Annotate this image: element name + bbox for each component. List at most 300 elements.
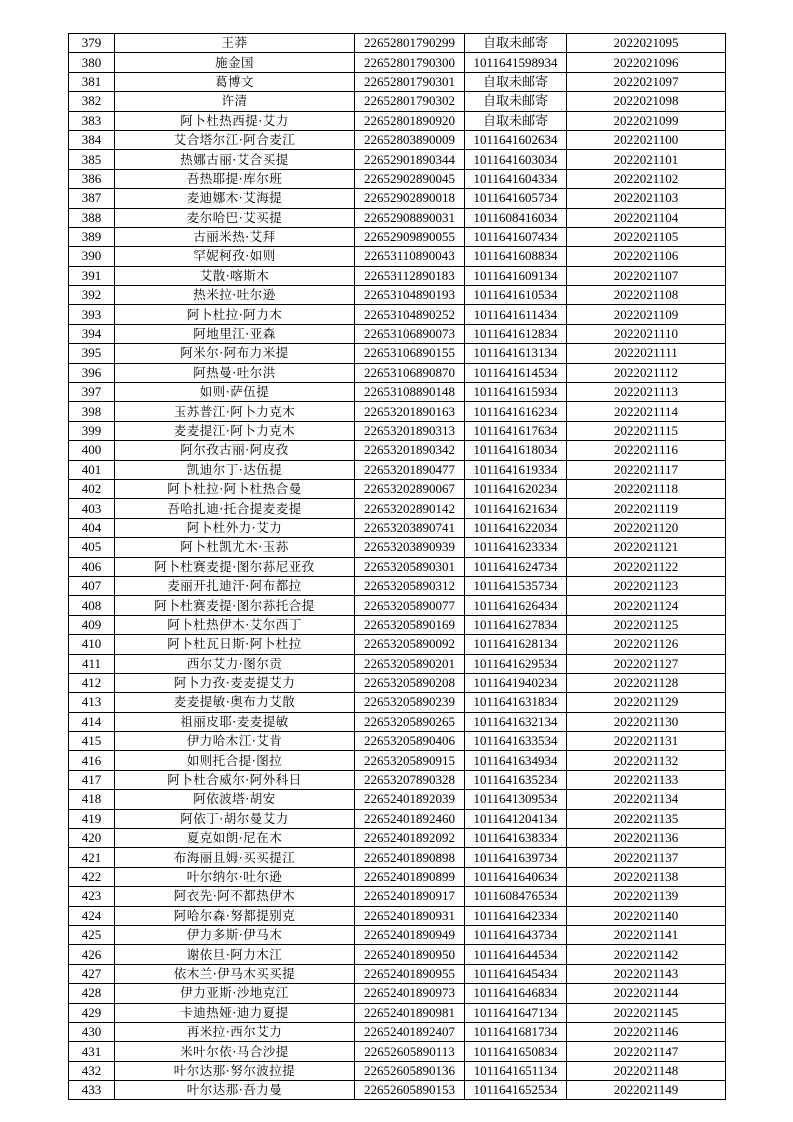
table-row	[69, 92, 726, 111]
row-number-cell: 379	[69, 34, 115, 53]
student-name-cell: 阿依波塔·胡安	[115, 790, 355, 809]
student-id-cell: 2022021128	[567, 673, 726, 692]
student-name-cell: 阿卜力孜·麦麦提艾力	[115, 673, 355, 692]
student-id-cell: 2022021126	[567, 635, 726, 654]
table-row	[69, 227, 726, 246]
student-name-cell: 阿卜杜热伊木·艾尔西丁	[115, 615, 355, 634]
student-name-cell: 如则·萨伍提	[115, 383, 355, 402]
student-name-cell: 阿卜杜拉·阿力木	[115, 305, 355, 324]
table-row	[69, 887, 726, 906]
student-name-cell: 伊力哈木江·艾肯	[115, 732, 355, 751]
table-row	[69, 770, 726, 789]
student-id-cell: 2022021100	[567, 130, 726, 149]
row-number-cell: 395	[69, 344, 115, 363]
student-id-cell: 2022021139	[567, 887, 726, 906]
tracking-number-cell: 1011641604334	[465, 169, 567, 188]
student-name-cell: 阿热曼·吐尔洪	[115, 363, 355, 382]
row-number-cell: 393	[69, 305, 115, 324]
student-name-cell: 阿依丁·胡尔曼艾力	[115, 809, 355, 828]
row-number-cell: 399	[69, 421, 115, 440]
table-row	[69, 1022, 726, 1041]
student-id-cell: 2022021096	[567, 53, 726, 72]
row-number-cell: 387	[69, 189, 115, 208]
student-name-cell: 西尔艾力·图尔贡	[115, 654, 355, 673]
student-name-cell: 伊力亚斯·沙地克江	[115, 984, 355, 1003]
student-id-cell: 2022021099	[567, 111, 726, 130]
student-id-cell: 2022021113	[567, 383, 726, 402]
exam-number-cell: 22653205890208	[355, 673, 465, 692]
row-number-cell: 398	[69, 402, 115, 421]
table-row	[69, 286, 726, 305]
table-row	[69, 732, 726, 751]
student-name-cell: 叶尔纳尔·吐尔逊	[115, 867, 355, 886]
row-number-cell: 430	[69, 1022, 115, 1041]
student-name-cell: 依木兰·伊马木买买提	[115, 964, 355, 983]
student-id-cell: 2022021142	[567, 945, 726, 964]
table-row	[69, 925, 726, 944]
student-name-cell: 祖丽皮耶·麦麦提敏	[115, 712, 355, 731]
roster-table	[68, 33, 726, 1100]
row-number-cell: 394	[69, 324, 115, 343]
student-id-cell: 2022021140	[567, 906, 726, 925]
exam-number-cell: 22652401892092	[355, 829, 465, 848]
student-name-cell: 卡迪热娅·迪力夏提	[115, 1003, 355, 1022]
exam-number-cell: 22653203890741	[355, 518, 465, 537]
exam-number-cell: 22652401890917	[355, 887, 465, 906]
student-name-cell: 玉苏普江·阿卜力克木	[115, 402, 355, 421]
row-number-cell: 419	[69, 809, 115, 828]
student-name-cell: 再米拉·西尔艾力	[115, 1022, 355, 1041]
table-row	[69, 53, 726, 72]
exam-number-cell: 22653207890328	[355, 770, 465, 789]
tracking-number-cell: 自取未邮寄	[465, 111, 567, 130]
student-name-cell: 热米拉·吐尔逊	[115, 286, 355, 305]
exam-number-cell: 22653205890312	[355, 576, 465, 595]
tracking-number-cell: 1011608416034	[465, 208, 567, 227]
row-number-cell: 417	[69, 770, 115, 789]
exam-number-cell: 22653110890043	[355, 247, 465, 266]
student-id-cell: 2022021102	[567, 169, 726, 188]
student-name-cell: 阿卜杜赛麦提·图尔荪尼亚孜	[115, 557, 355, 576]
row-number-cell: 380	[69, 53, 115, 72]
tracking-number-cell: 1011641611434	[465, 305, 567, 324]
exam-number-cell: 22653104890193	[355, 286, 465, 305]
row-number-cell: 392	[69, 286, 115, 305]
student-name-cell: 凯迪尔丁·达伍提	[115, 460, 355, 479]
row-number-cell: 390	[69, 247, 115, 266]
table-row	[69, 499, 726, 518]
row-number-cell: 402	[69, 479, 115, 498]
student-id-cell: 2022021097	[567, 72, 726, 91]
table-row	[69, 596, 726, 615]
student-name-cell: 阿哈尔森·努都提别克	[115, 906, 355, 925]
row-number-cell: 391	[69, 266, 115, 285]
student-id-cell: 2022021109	[567, 305, 726, 324]
row-number-cell: 412	[69, 673, 115, 692]
student-name-cell: 伊力多斯·伊马木	[115, 925, 355, 944]
student-name-cell: 阿卜杜合威尔·阿外科日	[115, 770, 355, 789]
row-number-cell: 425	[69, 925, 115, 944]
row-number-cell: 389	[69, 227, 115, 246]
tracking-number-cell: 1011641613134	[465, 344, 567, 363]
student-id-cell: 2022021101	[567, 150, 726, 169]
exam-number-cell: 22652801790301	[355, 72, 465, 91]
student-id-cell: 2022021103	[567, 189, 726, 208]
tracking-number-cell: 1011641619334	[465, 460, 567, 479]
tracking-number-cell: 1011641608834	[465, 247, 567, 266]
student-name-cell: 阿卜杜热西提·艾力	[115, 111, 355, 130]
student-name-cell: 阿地里江·亚森	[115, 324, 355, 343]
student-name-cell: 米叶尔依·马合沙提	[115, 1042, 355, 1061]
table-row	[69, 751, 726, 770]
exam-number-cell: 22652401890898	[355, 848, 465, 867]
tracking-number-cell: 1011641631834	[465, 693, 567, 712]
student-id-cell: 2022021127	[567, 654, 726, 673]
student-name-cell: 罕妮柯孜·如则	[115, 247, 355, 266]
exam-number-cell: 22652902890045	[355, 169, 465, 188]
tracking-number-cell: 1011641204134	[465, 809, 567, 828]
tracking-number-cell: 1011641605734	[465, 189, 567, 208]
student-name-cell: 葛博文	[115, 72, 355, 91]
tracking-number-cell: 1011641632134	[465, 712, 567, 731]
tracking-number-cell: 1011641622034	[465, 518, 567, 537]
student-name-cell: 施金国	[115, 53, 355, 72]
student-name-cell: 热娜古丽·艾合买提	[115, 150, 355, 169]
tracking-number-cell: 1011641940234	[465, 673, 567, 692]
student-id-cell: 2022021134	[567, 790, 726, 809]
tracking-number-cell: 1011641626434	[465, 596, 567, 615]
student-id-cell: 2022021119	[567, 499, 726, 518]
exam-number-cell: 22652605890113	[355, 1042, 465, 1061]
student-name-cell: 夏克如朗·尼在木	[115, 829, 355, 848]
student-id-cell: 2022021137	[567, 848, 726, 867]
table-row	[69, 867, 726, 886]
tracking-number-cell: 1011641612834	[465, 324, 567, 343]
table-row	[69, 363, 726, 382]
student-name-cell: 阿卜杜外力·艾力	[115, 518, 355, 537]
tracking-number-cell: 1011641535734	[465, 576, 567, 595]
student-name-cell: 布海丽且姆·买买提江	[115, 848, 355, 867]
student-id-cell: 2022021144	[567, 984, 726, 1003]
student-name-cell: 艾合塔尔江·阿合麦江	[115, 130, 355, 149]
row-number-cell: 426	[69, 945, 115, 964]
exam-number-cell: 22652605890153	[355, 1081, 465, 1100]
table-row	[69, 150, 726, 169]
exam-number-cell: 22652401890899	[355, 867, 465, 886]
student-id-cell: 2022021132	[567, 751, 726, 770]
row-number-cell: 431	[69, 1042, 115, 1061]
exam-number-cell: 22653205890201	[355, 654, 465, 673]
row-number-cell: 428	[69, 984, 115, 1003]
row-number-cell: 397	[69, 383, 115, 402]
student-id-cell: 2022021124	[567, 596, 726, 615]
row-number-cell: 382	[69, 92, 115, 111]
tracking-number-cell: 自取未邮寄	[465, 92, 567, 111]
tracking-number-cell: 1011641627834	[465, 615, 567, 634]
student-name-cell: 吾热耶提·库尔班	[115, 169, 355, 188]
row-number-cell: 401	[69, 460, 115, 479]
tracking-number-cell: 1011641639734	[465, 848, 567, 867]
tracking-number-cell: 1011641644534	[465, 945, 567, 964]
table-row	[69, 809, 726, 828]
exam-number-cell: 22652901890344	[355, 150, 465, 169]
student-name-cell: 许清	[115, 92, 355, 111]
table-row	[69, 324, 726, 343]
table-row	[69, 266, 726, 285]
table-row	[69, 208, 726, 227]
row-number-cell: 403	[69, 499, 115, 518]
exam-number-cell: 22652801790300	[355, 53, 465, 72]
exam-number-cell: 22653104890252	[355, 305, 465, 324]
table-row	[69, 130, 726, 149]
tracking-number-cell: 1011641651134	[465, 1061, 567, 1080]
exam-number-cell: 22652401890973	[355, 984, 465, 1003]
row-number-cell: 420	[69, 829, 115, 848]
exam-number-cell: 22652401890949	[355, 925, 465, 944]
exam-number-cell: 22653205890915	[355, 751, 465, 770]
exam-number-cell: 22652401892460	[355, 809, 465, 828]
tracking-number-cell: 自取未邮寄	[465, 72, 567, 91]
student-id-cell: 2022021129	[567, 693, 726, 712]
tracking-number-cell: 1011641646834	[465, 984, 567, 1003]
exam-number-cell: 22652401892407	[355, 1022, 465, 1041]
student-id-cell: 2022021105	[567, 227, 726, 246]
table-row	[69, 305, 726, 324]
row-number-cell: 429	[69, 1003, 115, 1022]
exam-number-cell: 22653202890067	[355, 479, 465, 498]
row-number-cell: 388	[69, 208, 115, 227]
table-row	[69, 72, 726, 91]
student-name-cell: 吾哈扎迪·托合提麦麦提	[115, 499, 355, 518]
student-name-cell: 谢依旦·阿力木江	[115, 945, 355, 964]
exam-number-cell: 22653205890239	[355, 693, 465, 712]
table-row	[69, 984, 726, 1003]
table-row	[69, 829, 726, 848]
student-id-cell: 2022021110	[567, 324, 726, 343]
table-row	[69, 712, 726, 731]
student-id-cell: 2022021121	[567, 538, 726, 557]
tracking-number-cell: 1011641615934	[465, 383, 567, 402]
row-number-cell: 386	[69, 169, 115, 188]
student-id-cell: 2022021147	[567, 1042, 726, 1061]
row-number-cell: 418	[69, 790, 115, 809]
exam-number-cell: 22652801790302	[355, 92, 465, 111]
tracking-number-cell: 1011641681734	[465, 1022, 567, 1041]
student-id-cell: 2022021107	[567, 266, 726, 285]
student-name-cell: 如则托合提·图拉	[115, 751, 355, 770]
table-row	[69, 945, 726, 964]
student-name-cell: 麦麦提江·阿卜力克木	[115, 421, 355, 440]
student-name-cell: 王莽	[115, 34, 355, 53]
student-id-cell: 2022021133	[567, 770, 726, 789]
tracking-number-cell: 1011641650834	[465, 1042, 567, 1061]
exam-number-cell: 22653205890169	[355, 615, 465, 634]
student-name-cell: 阿卜杜赛麦提·图尔荪托合提	[115, 596, 355, 615]
exam-number-cell: 22653205890077	[355, 596, 465, 615]
student-name-cell: 阿卜杜瓦日斯·阿卜杜拉	[115, 635, 355, 654]
exam-number-cell: 22652902890018	[355, 189, 465, 208]
row-number-cell: 414	[69, 712, 115, 731]
tracking-number-cell: 1011641635234	[465, 770, 567, 789]
row-number-cell: 408	[69, 596, 115, 615]
tracking-number-cell: 1011641629534	[465, 654, 567, 673]
student-name-cell: 阿卜杜凯尤木·玉荪	[115, 538, 355, 557]
table-row	[69, 344, 726, 363]
table-row	[69, 1081, 726, 1100]
exam-number-cell: 22652605890136	[355, 1061, 465, 1080]
row-number-cell: 410	[69, 635, 115, 654]
table-row	[69, 654, 726, 673]
exam-number-cell: 22653205890092	[355, 635, 465, 654]
table-row	[69, 441, 726, 460]
tracking-number-cell: 1011608476534	[465, 887, 567, 906]
exam-number-cell: 22652801790299	[355, 34, 465, 53]
table-row	[69, 1003, 726, 1022]
student-id-cell: 2022021117	[567, 460, 726, 479]
exam-number-cell: 22653201890342	[355, 441, 465, 460]
student-id-cell: 2022021095	[567, 34, 726, 53]
student-name-cell: 阿尔孜古丽·阿皮孜	[115, 441, 355, 460]
exam-number-cell: 22652803890009	[355, 130, 465, 149]
student-id-cell: 2022021111	[567, 344, 726, 363]
row-number-cell: 381	[69, 72, 115, 91]
exam-number-cell: 22653205890406	[355, 732, 465, 751]
exam-number-cell: 22653202890142	[355, 499, 465, 518]
exam-number-cell: 22653106890073	[355, 324, 465, 343]
exam-number-cell: 22653108890148	[355, 383, 465, 402]
student-id-cell: 2022021145	[567, 1003, 726, 1022]
student-id-cell: 2022021148	[567, 1061, 726, 1080]
exam-number-cell: 22652908890031	[355, 208, 465, 227]
student-name-cell: 麦尔哈巴·艾买提	[115, 208, 355, 227]
student-id-cell: 2022021130	[567, 712, 726, 731]
student-id-cell: 2022021149	[567, 1081, 726, 1100]
student-id-cell: 2022021125	[567, 615, 726, 634]
student-name-cell: 麦迪娜木·艾海提	[115, 189, 355, 208]
tracking-number-cell: 1011641623334	[465, 538, 567, 557]
table-row	[69, 402, 726, 421]
exam-number-cell: 22652401890955	[355, 964, 465, 983]
table-row	[69, 964, 726, 983]
tracking-number-cell: 1011641638334	[465, 829, 567, 848]
exam-number-cell: 22653106890155	[355, 344, 465, 363]
table-row	[69, 538, 726, 557]
row-number-cell: 421	[69, 848, 115, 867]
tracking-number-cell: 1011641602634	[465, 130, 567, 149]
table-row	[69, 169, 726, 188]
exam-number-cell: 22652909890055	[355, 227, 465, 246]
tracking-number-cell: 1011641614534	[465, 363, 567, 382]
table-row	[69, 518, 726, 537]
tracking-number-cell: 1011641620234	[465, 479, 567, 498]
tracking-number-cell: 1011641647134	[465, 1003, 567, 1022]
tracking-number-cell: 1011641634934	[465, 751, 567, 770]
table-row	[69, 693, 726, 712]
exam-number-cell: 22653205890265	[355, 712, 465, 731]
student-id-cell: 2022021122	[567, 557, 726, 576]
student-id-cell: 2022021135	[567, 809, 726, 828]
tracking-number-cell: 自取未邮寄	[465, 34, 567, 53]
table-row	[69, 673, 726, 692]
tracking-number-cell: 1011641643734	[465, 925, 567, 944]
roster-table-body	[69, 34, 726, 1100]
row-number-cell: 424	[69, 906, 115, 925]
exam-number-cell: 22653112890183	[355, 266, 465, 285]
row-number-cell: 415	[69, 732, 115, 751]
student-name-cell: 阿卜杜拉·阿卜杜热合曼	[115, 479, 355, 498]
table-row	[69, 1061, 726, 1080]
exam-number-cell: 22652401892039	[355, 790, 465, 809]
table-row	[69, 615, 726, 634]
exam-number-cell: 22653203890939	[355, 538, 465, 557]
exam-number-cell: 22652401890950	[355, 945, 465, 964]
table-row	[69, 421, 726, 440]
student-name-cell: 阿米尔·阿布力米提	[115, 344, 355, 363]
row-number-cell: 406	[69, 557, 115, 576]
row-number-cell: 433	[69, 1081, 115, 1100]
row-number-cell: 384	[69, 130, 115, 149]
student-id-cell: 2022021141	[567, 925, 726, 944]
row-number-cell: 423	[69, 887, 115, 906]
row-number-cell: 400	[69, 441, 115, 460]
table-row	[69, 111, 726, 130]
row-number-cell: 409	[69, 615, 115, 634]
student-id-cell: 2022021138	[567, 867, 726, 886]
exam-number-cell: 22653201890477	[355, 460, 465, 479]
student-id-cell: 2022021116	[567, 441, 726, 460]
student-id-cell: 2022021115	[567, 421, 726, 440]
tracking-number-cell: 1011641607434	[465, 227, 567, 246]
row-number-cell: 413	[69, 693, 115, 712]
student-id-cell: 2022021108	[567, 286, 726, 305]
tracking-number-cell: 1011641610534	[465, 286, 567, 305]
student-id-cell: 2022021146	[567, 1022, 726, 1041]
tracking-number-cell: 1011641652534	[465, 1081, 567, 1100]
tracking-number-cell: 1011641617634	[465, 421, 567, 440]
table-row	[69, 1042, 726, 1061]
tracking-number-cell: 1011641603034	[465, 150, 567, 169]
student-name-cell: 麦麦提敏·奥布力艾散	[115, 693, 355, 712]
tracking-number-cell: 1011641609134	[465, 266, 567, 285]
tracking-number-cell: 1011641645434	[465, 964, 567, 983]
tracking-number-cell: 1011641628134	[465, 635, 567, 654]
student-id-cell: 2022021098	[567, 92, 726, 111]
student-id-cell: 2022021143	[567, 964, 726, 983]
student-id-cell: 2022021123	[567, 576, 726, 595]
exam-number-cell: 22652401890981	[355, 1003, 465, 1022]
table-row	[69, 635, 726, 654]
table-row	[69, 479, 726, 498]
row-number-cell: 404	[69, 518, 115, 537]
student-name-cell: 叶尔达那·吾力曼	[115, 1081, 355, 1100]
row-number-cell: 432	[69, 1061, 115, 1080]
student-id-cell: 2022021114	[567, 402, 726, 421]
student-name-cell: 古丽米热·艾拜	[115, 227, 355, 246]
student-id-cell: 2022021112	[567, 363, 726, 382]
tracking-number-cell: 1011641616234	[465, 402, 567, 421]
table-row	[69, 906, 726, 925]
exam-number-cell: 22653106890870	[355, 363, 465, 382]
student-id-cell: 2022021131	[567, 732, 726, 751]
student-id-cell: 2022021136	[567, 829, 726, 848]
tracking-number-cell: 1011641309534	[465, 790, 567, 809]
table-row	[69, 790, 726, 809]
tracking-number-cell: 1011641624734	[465, 557, 567, 576]
exam-number-cell: 22652801890920	[355, 111, 465, 130]
exam-number-cell: 22653201890313	[355, 421, 465, 440]
exam-number-cell: 22653205890301	[355, 557, 465, 576]
row-number-cell: 422	[69, 867, 115, 886]
